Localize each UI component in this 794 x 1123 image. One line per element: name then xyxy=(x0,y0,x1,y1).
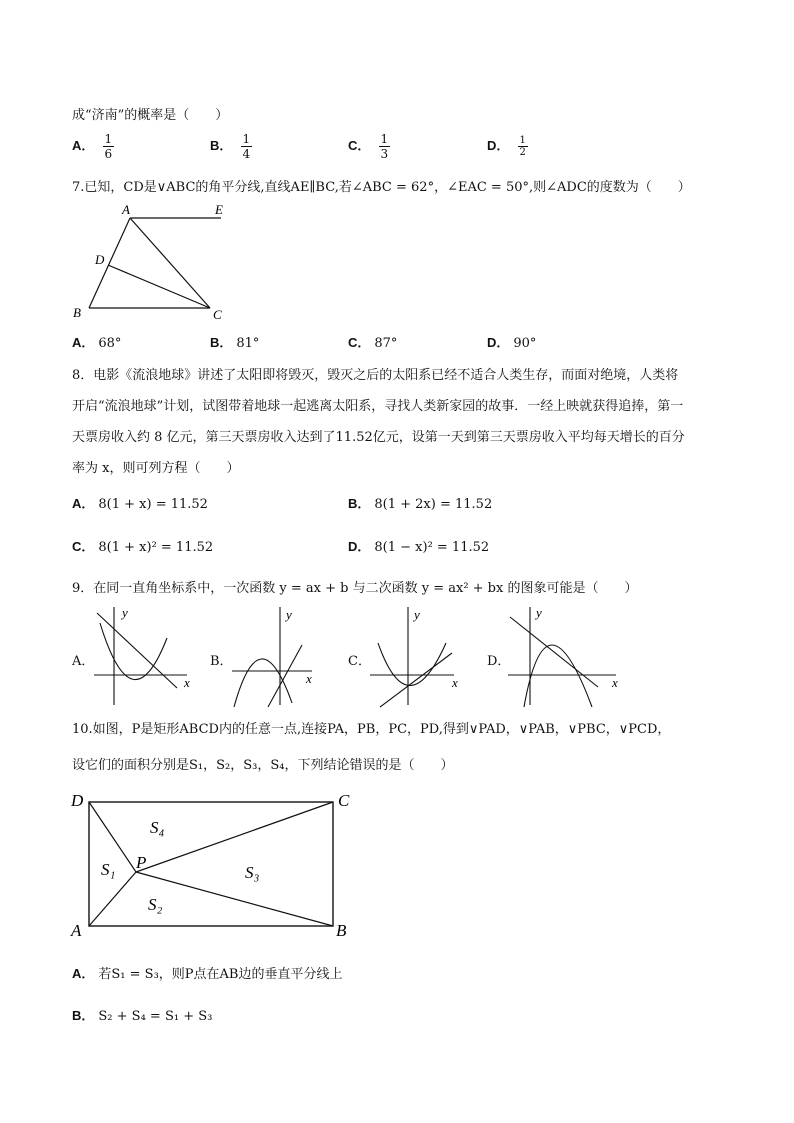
q9-graph-c[interactable] xyxy=(368,603,473,708)
svg-text:y: y xyxy=(414,607,420,622)
label-p: P xyxy=(136,853,147,872)
q6-option-c[interactable]: C． $\frac{1}{3}$ xyxy=(348,132,389,161)
q9-option-c-label[interactable]: C． xyxy=(348,654,371,669)
q10-rectangle-figure xyxy=(68,786,368,942)
svg-text:y: y xyxy=(286,607,292,622)
label-c: C xyxy=(338,791,350,810)
q8-option-c[interactable]: C． 8(1 + x)² = 11.52 xyxy=(72,539,214,555)
q8-stem-line-1: 8．电影《流浪地球》讲述了太阳即将毁灭，毁灭之后的太阳系已经不适合人类生存，而面对绝境，人类将 xyxy=(72,368,679,383)
q9-graph-d[interactable] xyxy=(506,603,626,708)
label-a: A xyxy=(71,921,82,940)
svg-text:x: x xyxy=(612,675,618,690)
q7-option-a[interactable]: A． 68° xyxy=(72,335,122,351)
q9-option-d-label[interactable]: D． xyxy=(487,654,511,669)
q8-option-d[interactable]: D． 8(1 − x)² = 11.52 xyxy=(348,539,490,555)
q6-option-d[interactable]: D． $\frac{1}{2}$ xyxy=(487,135,526,158)
svg-text:y: y xyxy=(122,605,128,620)
q8-stem-line-3: 天票房收入约 8 亿元，第三天票房收入达到了11.52亿元，设第一天到第三天票房收入平均每天增长的百分 xyxy=(72,430,685,445)
q9-graph-a[interactable] xyxy=(92,603,197,708)
q8-stem-line-2: 开启“流浪地球”计划，试图带着地球一起逃离太阳系，寻找人类新家园的故事．一经上映就获得追捧，第一 xyxy=(72,399,684,414)
q7-option-d[interactable]: D． 90° xyxy=(487,335,537,351)
q8-option-a[interactable]: A． 8(1 + x) = 11.52 xyxy=(72,496,208,512)
label-c: C xyxy=(213,307,222,322)
label-d: D xyxy=(71,791,84,810)
label-a: A xyxy=(122,202,130,217)
fraction: $\frac{1}{4}$ xyxy=(242,132,251,161)
q9-graph-b[interactable] xyxy=(230,603,335,708)
fraction: $\frac{1}{2}$ xyxy=(519,135,526,158)
q8-stem-line-4: 率为 x，则可列方程（ ） xyxy=(72,461,240,476)
svg-text:x: x xyxy=(306,671,312,686)
fraction: $\frac{1}{6}$ xyxy=(104,132,113,161)
q9-option-b-label[interactable]: B． xyxy=(210,654,233,669)
label-e: E xyxy=(215,202,223,217)
line-dc xyxy=(108,265,210,308)
label-d: D xyxy=(95,252,105,267)
q9-stem: 9．在同一直角坐标系中，一次函数 y = ax + b 与二次函数 y = ax² + bx 的图象可能是（ ） xyxy=(72,581,638,596)
label-b: B xyxy=(73,305,81,320)
svg-text:x: x xyxy=(452,675,458,690)
label-s4: S₄ xyxy=(150,818,165,837)
label-s3: S₃ xyxy=(245,863,260,882)
svg-text:x: x xyxy=(184,675,190,690)
q7-option-c[interactable]: C． 87° xyxy=(348,335,398,351)
svg-text:y: y xyxy=(536,605,542,620)
line-ac xyxy=(130,218,210,308)
q6-stem-tail: 成“济南”的概率是（ ） xyxy=(72,108,229,123)
label-s2: S₂ xyxy=(148,895,163,914)
q10-stem-line-2: 设它们的面积分别是S₁，S₂，S₃，S₄，下列结论错误的是（ ） xyxy=(72,758,454,773)
q10-stem-line-1: 10.如图，P是矩形ABCD内的任意一点,连接PA，PB，PC，PD,得到∨PAD，∨PAB，∨PBC，∨PCD， xyxy=(72,722,671,737)
label-s1: S₁ xyxy=(101,860,116,879)
q10-option-b[interactable]: B． S₂ + S₄ = S₁ + S₃ xyxy=(72,1008,213,1024)
q6-option-b[interactable]: B． $\frac{1}{4}$ xyxy=(210,132,251,161)
fraction: $\frac{1}{3}$ xyxy=(380,132,389,161)
q6-option-a[interactable]: A． $\frac{1}{6}$ xyxy=(72,132,113,161)
q7-triangle-figure xyxy=(70,200,240,325)
rectangle-abcd xyxy=(89,802,333,926)
q7-option-b[interactable]: B． 81° xyxy=(210,335,260,351)
q8-option-b[interactable]: B． 8(1 + 2x) = 11.52 xyxy=(348,496,493,512)
q10-option-a[interactable]: A． 若S₁ = S₃，则P点在AB边的垂直平分线上 xyxy=(72,966,343,982)
q9-option-a-label[interactable]: A． xyxy=(72,654,95,669)
label-b: B xyxy=(336,921,347,940)
q7-stem: 7.已知，CD是∨ABC的角平分线,直线AE∥BC,若∠ABC = 62°，∠EAC = 50°,则∠ADC的度数为（ ） xyxy=(72,180,691,195)
